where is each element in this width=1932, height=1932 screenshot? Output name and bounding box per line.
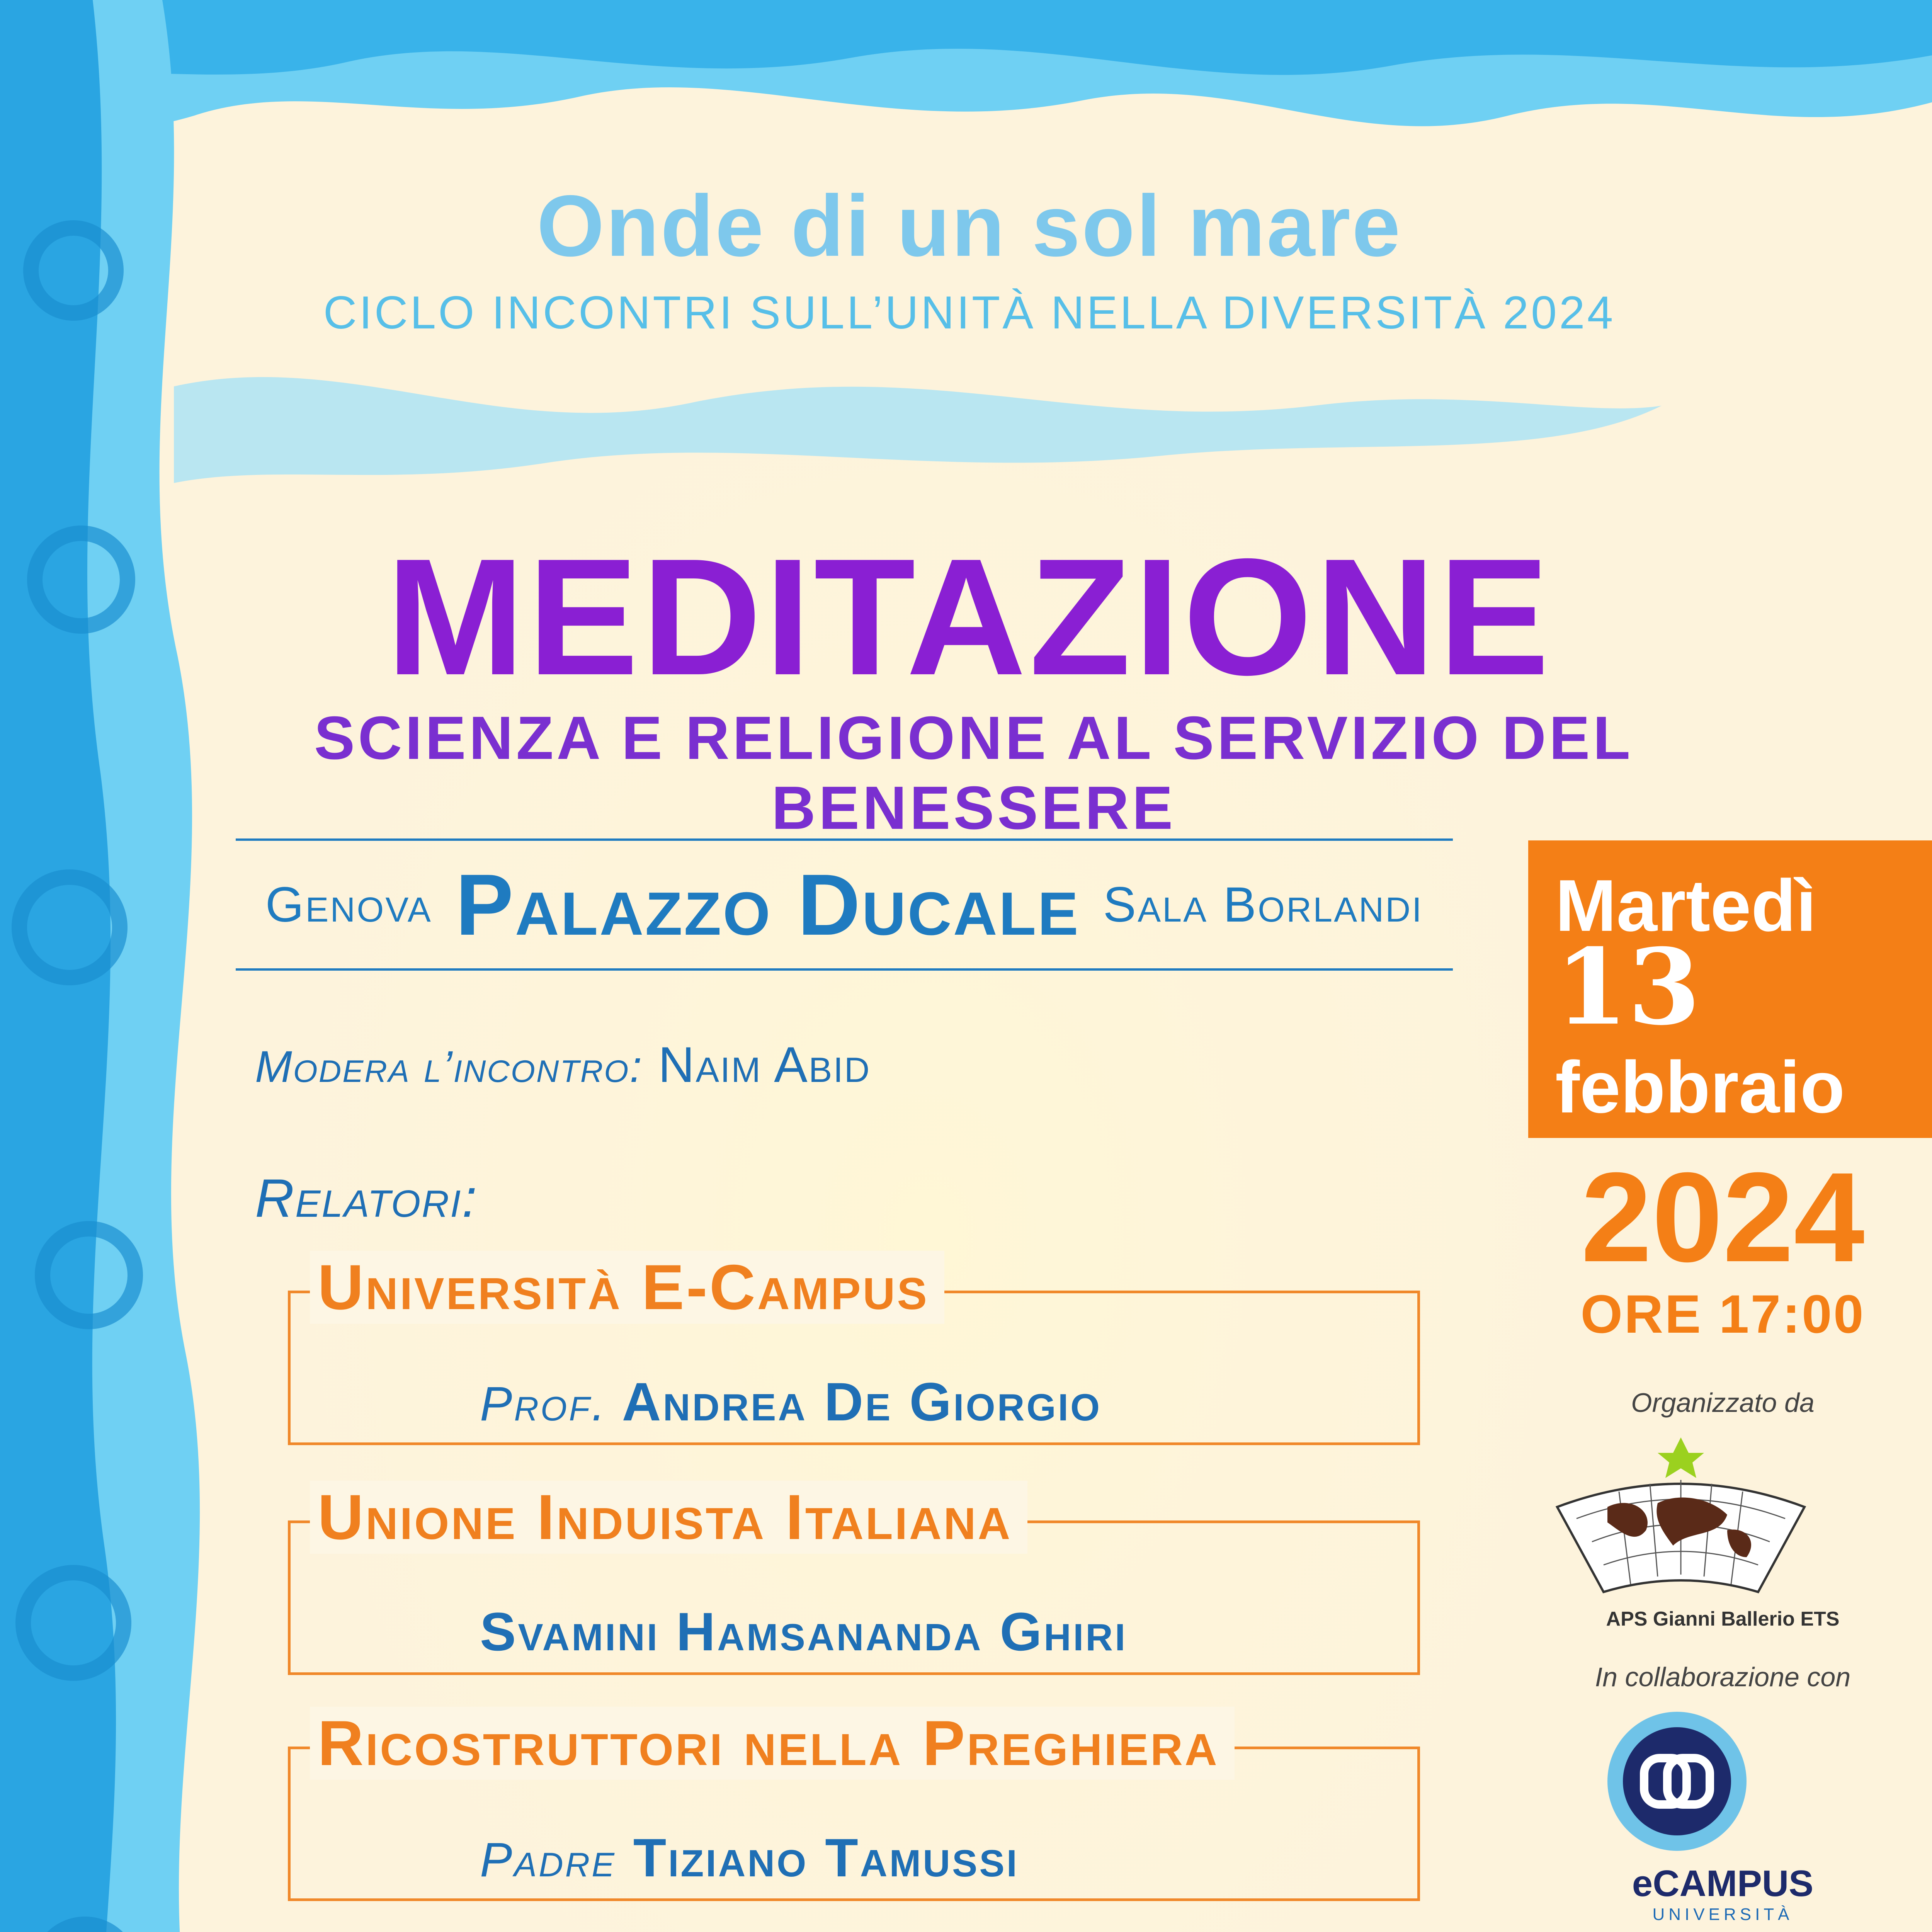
speaker-line [480,1371,1102,1433]
series-title: Onde di un sol mare [537,177,1402,274]
organizer-logo-icon [1542,1430,1820,1631]
event-title: MEDITAZIONE [386,524,1553,710]
ecampus-logo-icon [1604,1708,1750,1855]
speaker-org: Ricostruttori nella Preghiera [310,1707,1235,1780]
speaker-line [480,1600,1127,1663]
series-subtitle: CICLO INCONTRI SULL’UNITÀ NELLA DIVERSITÀ 2024 [323,287,1616,338]
moderator-label: Modera l’incontro: [255,1042,643,1092]
moderator-name: Naim Abid [658,1036,871,1093]
venue-building: Palazzo Ducale [455,855,1080,953]
date-year: 2024 [1581,1146,1865,1288]
date-day: 13 [1555,925,1701,1048]
date-box [1528,840,1932,1138]
organized-label: Organizzato da [1631,1388,1815,1418]
event-subtitle: SCIENZA E RELIGIONE AL SERVIZIO DEL BENESSERE [314,704,1634,842]
speaker-name: Tiziano Tamussi [633,1827,1019,1888]
ecampus-name: eCAMPUS [1632,1863,1814,1904]
speaker-title: Prof. [480,1377,607,1431]
moderator-line [255,1036,871,1094]
speaker-card [288,1481,1420,1675]
venue-room: Sala Borlandi [1103,877,1423,932]
speaker-title: Padre [480,1833,616,1887]
speaker-line [480,1827,1019,1889]
speaker-org: Università E-Campus [310,1251,944,1324]
speaker-card [288,1252,1420,1445]
speaker-org: Unione Induista Italiana [310,1481,1027,1554]
speakers-label: Relatori: [255,1168,478,1228]
ecampus-subtitle: UNIVERSITÀ [1652,1905,1793,1924]
organizer-name: APS Gianni Ballerio ETS [1606,1608,1840,1630]
venue-banner [236,838,1453,971]
collab-label: In collaborazione con [1595,1662,1851,1692]
venue-city: Genova [265,877,432,932]
speaker-name: Andrea De Giorgio [622,1371,1102,1432]
speaker-card [288,1708,1420,1901]
date-weekday: Martedì [1555,865,1816,947]
event-time: ORE 17:00 [1580,1284,1865,1344]
date-month: febbraio [1555,1046,1845,1128]
speaker-name: Svamini Hamsananda Ghiri [480,1601,1128,1662]
